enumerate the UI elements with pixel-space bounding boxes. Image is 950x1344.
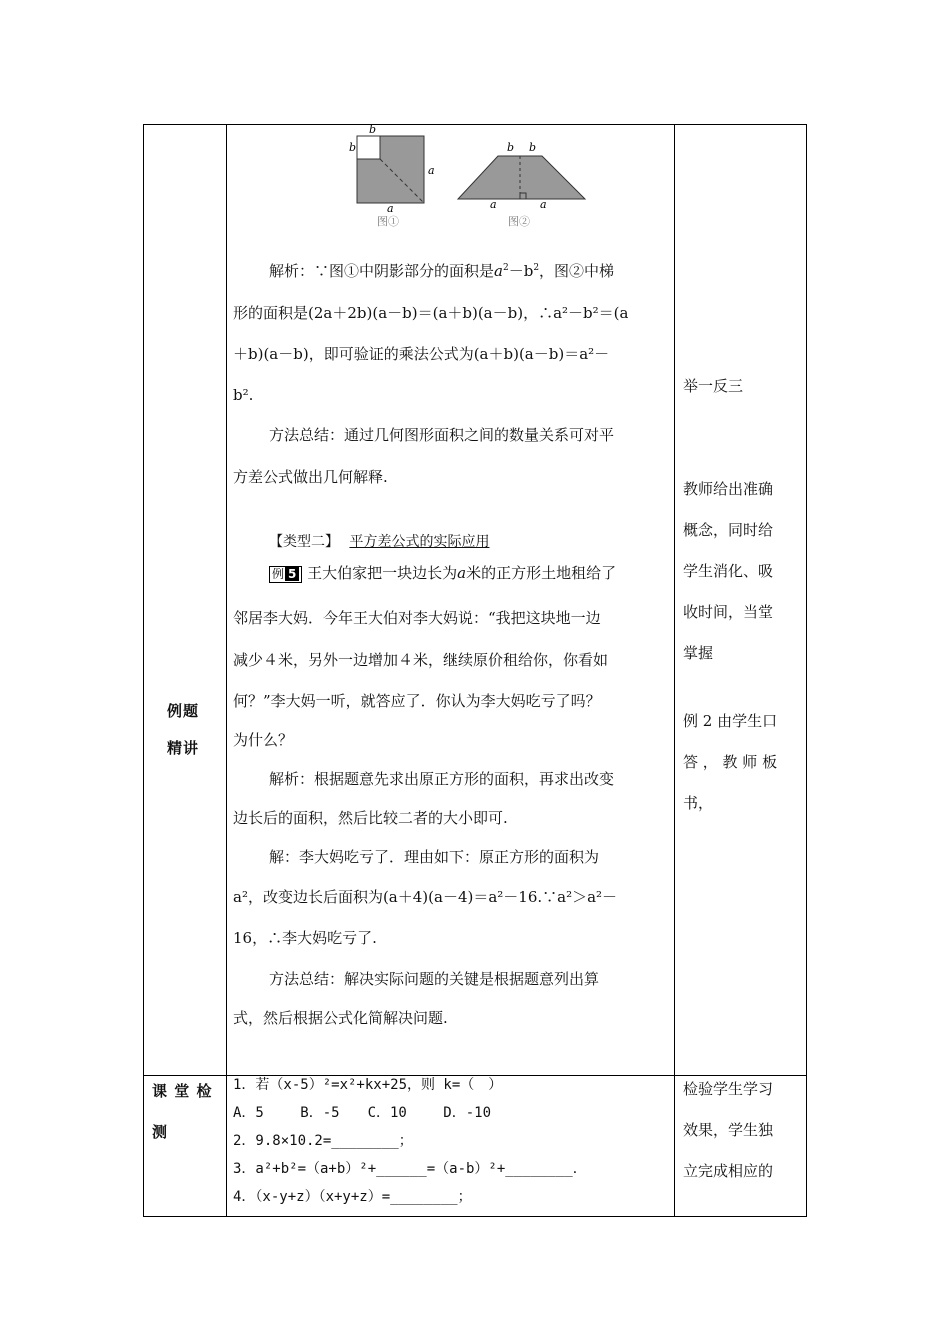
right-note-example2-line-1: 例 2 由学生口 [683, 712, 778, 730]
right-note-example2-line-2: 答 ， 教 师 板 [683, 753, 778, 771]
fig1-label-top: b [369, 124, 377, 136]
type-2-title: 平方差公式的实际应用 [349, 534, 490, 550]
analysis-line-2: 形的面积是(2a＋2b)(a－b)＝(a＋b)(a－b)，∴a²－b²＝(a [233, 304, 629, 322]
example-5-badge [269, 566, 302, 583]
section-label-line2: 精讲 [167, 739, 200, 757]
right-note-teacher [683, 480, 801, 685]
example-5-line-4: 何？”李大妈一听，就答应了．你认为李大妈吃亏了吗？ [233, 692, 601, 710]
example-5-solution-line-3: 16，∴李大妈吃亏了. [233, 929, 377, 947]
section-label-quiz [152, 1080, 212, 1142]
right-note-teacher-line-2: 概念，同时给 [683, 521, 774, 539]
example-5-text-b: 米的正方形土地租给了 [466, 564, 617, 582]
right-note-practice: 举一反三 [683, 377, 744, 395]
analysis-line-3: ＋b)(a－b)，即可验证的乘法公式为(a＋b)(a－b)＝a²－ [233, 345, 610, 363]
example-5-line-5: 为什么？ [233, 731, 294, 749]
column-divider-1 [226, 125, 227, 1216]
fig2-label-bottom-right: a [540, 198, 547, 211]
example-badge-text: 例 [272, 567, 285, 581]
right-note-quiz-line-3: 立完成相应的 [683, 1162, 774, 1180]
section-label-quiz-line1: 课 堂 检 [152, 1082, 213, 1100]
example-5-var: a [457, 564, 467, 582]
right-note-example2-line-3: 书， [683, 794, 714, 812]
example-5-solution-line-1: 解：李大妈吃亏了．理由如下：原正方形的面积为 [269, 848, 600, 866]
quiz-question-2: 2．9.8×10.2=________； [233, 1133, 413, 1149]
analysis-line-1: 解析：∵图①中阴影部分的面积是$a^2-b^2$，图②中梯 [269, 262, 615, 280]
method-summary-2-line-1: 方法总结：解决实际问题的关键是根据题意列出算 [269, 970, 600, 988]
analysis-a: a [494, 262, 503, 280]
fig1-label-left: b [349, 141, 357, 154]
example-badge-number: 5 [285, 567, 299, 581]
type-2-heading [233, 533, 669, 552]
section-label-quiz-line2: 测 [152, 1123, 169, 1141]
figure-1-square [349, 124, 435, 228]
right-note-teacher-line-3: 学生消化、吸 [683, 562, 774, 580]
right-note-quiz [683, 1080, 801, 1203]
example-5-solution-line-2: a²，改变边长后面积为(a＋4)(a－4)＝a²－16.∵a²＞a²－ [233, 888, 618, 906]
fig2-label-top-left: b [507, 141, 515, 154]
right-note-teacher-line-5: 掌握 [683, 644, 714, 662]
quiz-question-1: 1．若（x-5）²=x²+kx+25，则 k=（ ） [233, 1077, 503, 1093]
analysis-line-4: b². [233, 386, 254, 404]
method-summary-1-line-2: 方差公式做出几何解释. [233, 468, 388, 486]
example-5-line-2: 邻居李大妈．今年王大伯对李大妈说：“我把这块地一边 [233, 609, 601, 627]
quiz-question-3: 3．a²+b²=（a+b）²+______=（a-b）²+________． [233, 1161, 587, 1177]
quiz-question-1-options: A．5 B．-5 C．10 D．-10 [233, 1105, 492, 1121]
example-5-analysis-line-2: 边长后的面积，然后比较二者的大小即可. [233, 809, 508, 827]
right-note-teacher-line-1: 教师给出准确 [683, 480, 774, 498]
quiz-question-4: 4．（x-y+z）（x+y+z）=________； [233, 1189, 472, 1205]
example-5-text-a: 王大伯家把一块边长为 [307, 564, 458, 582]
fig2-label-top-right: b [529, 141, 537, 154]
method-summary-1-line-1: 方法总结：通过几何图形面积之间的数量关系可对平 [269, 426, 615, 444]
right-note-quiz-line-1: 检验学生学习 [683, 1080, 774, 1098]
example-5-analysis-line-1: 解析：根据题意先求出原正方形的面积，再求出改变 [269, 770, 615, 788]
geometry-figures [340, 124, 600, 234]
example-5-line-3: 减少４米，另外一边增加４米，继续原价租给你，你看如 [233, 651, 609, 669]
method-summary-2-line-2: 式，然后根据公式化简解决问题. [233, 1009, 448, 1027]
figure-2-trapezoid [458, 141, 585, 228]
analysis-suffix: ，图②中梯 [539, 262, 615, 280]
right-note-example2 [683, 712, 801, 835]
right-note-quiz-line-2: 效果，学生独 [683, 1121, 774, 1139]
fig1-label-bottom: a [387, 202, 394, 215]
fig1-label-right: a [428, 164, 435, 177]
type-2-tag: 【类型二】 [269, 534, 339, 550]
analysis-prefix: 解析：∵图①中阴影部分的面积是 [269, 262, 495, 280]
section-label-example [167, 700, 199, 758]
analysis-b: －b [508, 262, 534, 280]
column-divider-2 [674, 125, 675, 1216]
right-note-teacher-line-4: 收时间，当堂 [683, 603, 774, 621]
example-5-line-1 [233, 564, 669, 583]
section-label-line1: 例题 [167, 702, 200, 720]
fig2-label-bottom-left: a [490, 198, 497, 211]
fig2-caption: 图② [508, 215, 530, 228]
fig1-caption: 图① [377, 215, 399, 228]
